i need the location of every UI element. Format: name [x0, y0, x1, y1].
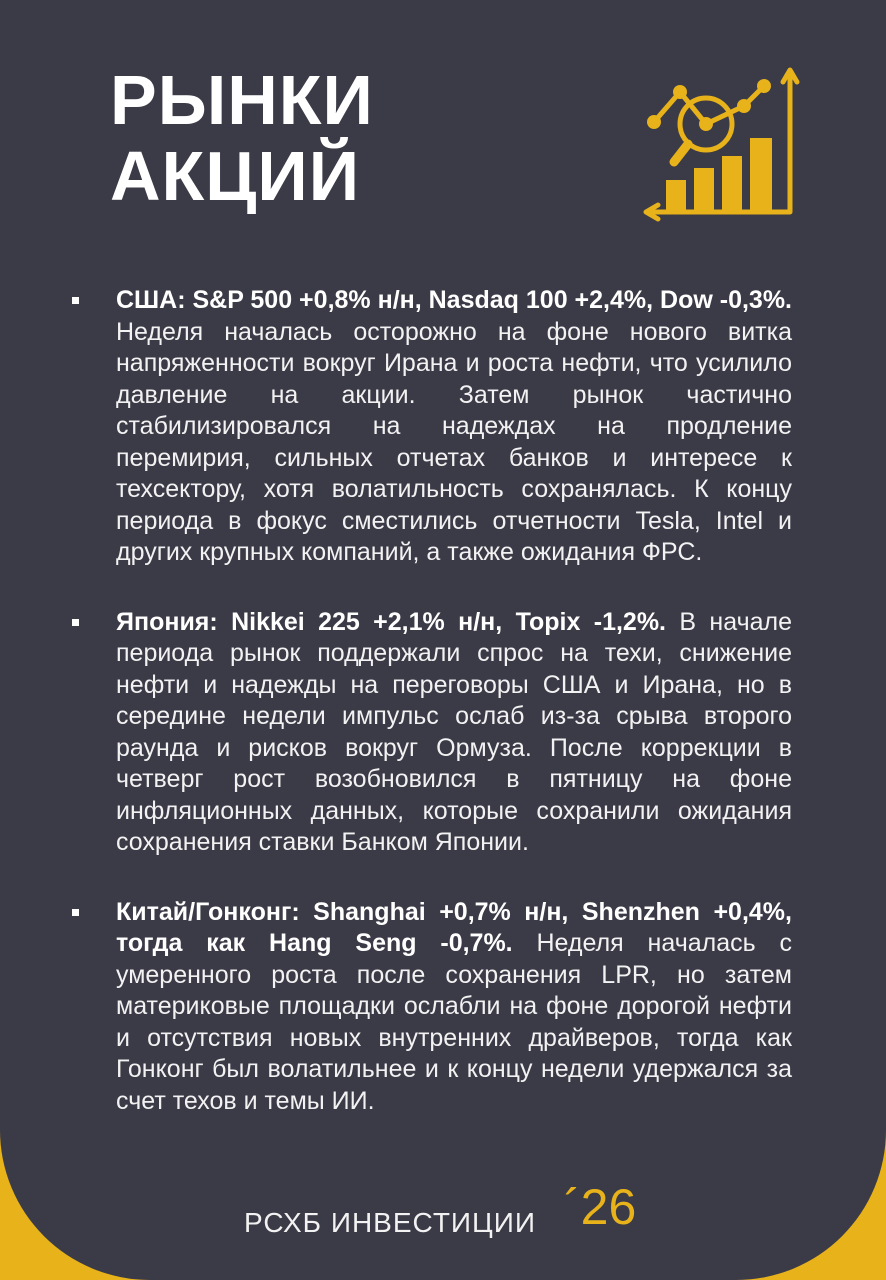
bullet-marker: [72, 619, 79, 626]
chart-analytics-icon: [640, 62, 805, 222]
footer-brand: РСХБ ИНВЕСТИЦИИ: [244, 1207, 537, 1238]
page-title: [110, 62, 374, 214]
section-body: Неделя началась с умеренного роста после сохранения LPR, но затем материковые площадки ослабли на фоне дорогой нефти и отсутствия новых внутренних драйверов, тогда как Гонконг был волатильнее и к концу недели удержался за счет техов и темы ИИ.: [116, 929, 792, 1115]
footer-year: ´26: [564, 1179, 637, 1235]
section-body: В начале периода рынок поддержали спрос на техи, снижение нефти и надежды на переговоры США и Ирана, но в середине недели импульс ослаб из-за срыва второго раунда и рисков вокруг Ормуза. После коррекции в четверг рост возобновился в пятницу на фоне инфляционных данных, которые сохранили ожидания сохранения ставки Банком Японии.: [116, 607, 792, 856]
bullet-marker: [72, 909, 79, 916]
bullet-marker: [72, 297, 79, 304]
section-usa: [70, 285, 792, 569]
title-line-1: РЫНКИ: [110, 61, 374, 139]
title-line-2: АКЦИЙ: [110, 137, 361, 215]
market-sections-list: [70, 285, 792, 1117]
section-japan: [70, 607, 792, 859]
footer: [244, 1179, 664, 1243]
section-heading: Япония: Nikkei 225 +2,1% н/н, Topix -1,2%.: [116, 607, 667, 636]
section-china-hongkong: [70, 897, 792, 1118]
section-body: Неделя началась осторожно на фоне нового витка напряженности вокруг Ирана и роста нефти, что усилило давление на акции. Затем рынок частично стабилизировался на надеждах на продление перемирия, сильных отчетах банков и интересе к техсектору, хотя волатильность сохранялась. К концу периода в фокус сместились отчетности Tesla, Intel и других крупных компаний, а также ожидания ФРС.: [116, 317, 792, 566]
section-heading: США: S&P 500 +0,8% н/н, Nasdaq 100 +2,4%, Dow -0,3%.: [116, 286, 792, 314]
section-heading: Китай/Гонконг: Shanghai +0,7% н/н, Shenzhen +0,4%, тогда как Hang Seng -0,7%.: [116, 897, 792, 957]
